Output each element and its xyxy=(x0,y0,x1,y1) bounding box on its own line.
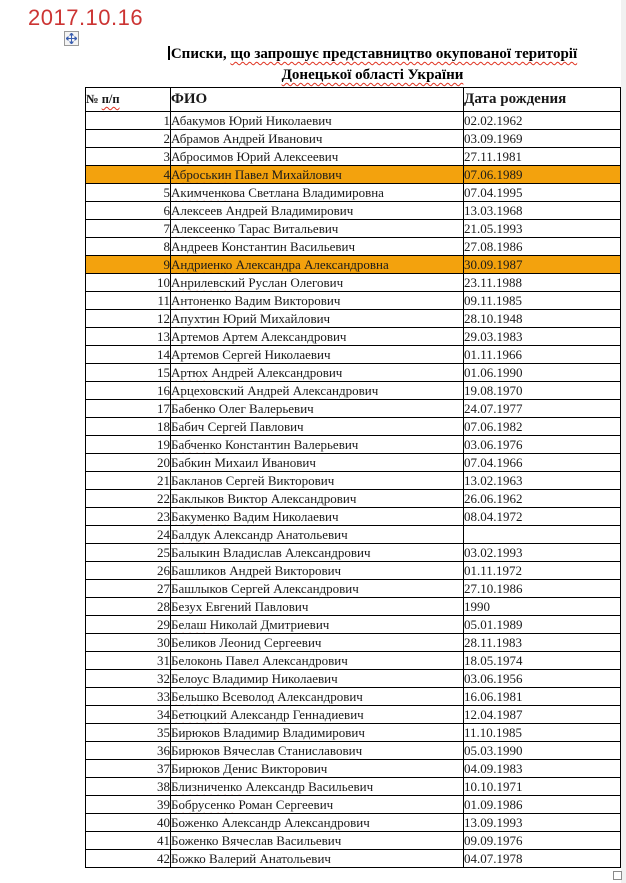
birth-date: 04.07.1978 xyxy=(464,850,621,868)
birth-date: 07.04.1995 xyxy=(464,184,621,202)
row-number: 27 xyxy=(86,580,171,598)
birth-date: 24.07.1977 xyxy=(464,400,621,418)
person-name: Боженко Александр Александрович xyxy=(171,814,464,832)
row-number: 10 xyxy=(86,274,171,292)
title-line1-lead: Списки, xyxy=(170,46,227,62)
row-number: 6 xyxy=(86,202,171,220)
birth-date: 1990 xyxy=(464,598,621,616)
table-row[interactable] xyxy=(86,526,621,544)
page-title xyxy=(105,44,626,86)
person-name: Абрамов Андрей Иванович xyxy=(171,130,464,148)
birth-date: 07.06.1989 xyxy=(464,166,621,184)
row-number: 28 xyxy=(86,598,171,616)
row-number: 3 xyxy=(86,148,171,166)
row-number: 12 xyxy=(86,310,171,328)
row-number: 29 xyxy=(86,616,171,634)
birth-date: 13.02.1963 xyxy=(464,472,621,490)
person-name: Башлыков Сергей Александрович xyxy=(171,580,464,598)
person-name: Бабенко Олег Валерьевич xyxy=(171,400,464,418)
row-number: 24 xyxy=(86,526,171,544)
row-number: 20 xyxy=(86,454,171,472)
table-row[interactable] xyxy=(86,490,621,508)
text-cursor xyxy=(168,46,170,60)
document-date: 2017.10.16 xyxy=(28,5,144,30)
person-name: Бакланов Сергей Викторович xyxy=(171,472,464,490)
person-name: Безух Евгений Павлович xyxy=(171,598,464,616)
title-line2: Донецької області України xyxy=(281,67,464,83)
person-name: Бирюков Вячеслав Станиславович xyxy=(171,742,464,760)
table-row[interactable] xyxy=(86,778,621,796)
table-row[interactable] xyxy=(86,166,621,184)
row-number: 16 xyxy=(86,382,171,400)
table-row[interactable] xyxy=(86,184,621,202)
person-name: Баклыков Виктор Александрович xyxy=(171,490,464,508)
birth-date: 03.09.1969 xyxy=(464,130,621,148)
person-name: Белаш Николай Дмитриевич xyxy=(171,616,464,634)
table-row[interactable] xyxy=(86,634,621,652)
table-row[interactable] xyxy=(86,274,621,292)
table-row[interactable] xyxy=(86,706,621,724)
table-row[interactable] xyxy=(86,724,621,742)
person-name: Бобрусенко Роман Сергеевич xyxy=(171,796,464,814)
person-name: Алексеев Андрей Владимирович xyxy=(171,202,464,220)
table-row[interactable] xyxy=(86,130,621,148)
row-number: 34 xyxy=(86,706,171,724)
birth-date: 03.06.1976 xyxy=(464,436,621,454)
birth-date: 01.11.1972 xyxy=(464,562,621,580)
row-number: 31 xyxy=(86,652,171,670)
birth-date: 01.11.1966 xyxy=(464,346,621,364)
birth-date: 03.06.1956 xyxy=(464,670,621,688)
row-number: 42 xyxy=(86,850,171,868)
table-row[interactable] xyxy=(86,508,621,526)
table-row[interactable] xyxy=(86,112,621,130)
birth-date: 30.09.1987 xyxy=(464,256,621,274)
table-row[interactable] xyxy=(86,796,621,814)
birth-date: 28.11.1983 xyxy=(464,634,621,652)
person-name: Апухтин Юрий Михайлович xyxy=(171,310,464,328)
table-row[interactable] xyxy=(86,652,621,670)
birth-date: 04.09.1983 xyxy=(464,760,621,778)
row-number: 8 xyxy=(86,238,171,256)
table-row[interactable] xyxy=(86,436,621,454)
person-name: Бабченко Константин Валерьевич xyxy=(171,436,464,454)
table-row[interactable] xyxy=(86,814,621,832)
title-line1-rest: що запрошує представництво окупованої території xyxy=(230,46,578,62)
row-number: 5 xyxy=(86,184,171,202)
table-move-handle-icon[interactable] xyxy=(64,31,79,46)
person-name: Артемов Артем Александрович xyxy=(171,328,464,346)
row-number: 7 xyxy=(86,220,171,238)
table-row[interactable] xyxy=(86,670,621,688)
birth-date: 05.03.1990 xyxy=(464,742,621,760)
person-name: Балдук Александр Анатольевич xyxy=(171,526,464,544)
row-number: 13 xyxy=(86,328,171,346)
row-number: 32 xyxy=(86,670,171,688)
birth-date: 01.09.1986 xyxy=(464,796,621,814)
row-number: 33 xyxy=(86,688,171,706)
row-number: 11 xyxy=(86,292,171,310)
person-name: Бирюков Владимир Владимирович xyxy=(171,724,464,742)
row-number: 40 xyxy=(86,814,171,832)
birth-date: 12.04.1987 xyxy=(464,706,621,724)
person-name: Бельшко Всеволод Александрович xyxy=(171,688,464,706)
birth-date: 13.09.1993 xyxy=(464,814,621,832)
person-name: Абакумов Юрий Николаевич xyxy=(171,112,464,130)
person-name: Арцеховский Андрей Александрович xyxy=(171,382,464,400)
row-number: 35 xyxy=(86,724,171,742)
row-number: 17 xyxy=(86,400,171,418)
person-name: Бабкин Михаил Иванович xyxy=(171,454,464,472)
birth-date: 29.03.1983 xyxy=(464,328,621,346)
birth-date: 27.10.1986 xyxy=(464,580,621,598)
table-row[interactable] xyxy=(86,148,621,166)
header-number: № п/п xyxy=(86,88,171,112)
table-row[interactable] xyxy=(86,382,621,400)
table-row[interactable] xyxy=(86,400,621,418)
table-row[interactable] xyxy=(86,832,621,850)
person-name: Андреев Константин Васильевич xyxy=(171,238,464,256)
person-name: Бирюков Денис Викторович xyxy=(171,760,464,778)
header-name: ФИО xyxy=(171,88,464,112)
row-number: 25 xyxy=(86,544,171,562)
birth-date: 01.06.1990 xyxy=(464,364,621,382)
row-number: 4 xyxy=(86,166,171,184)
table-header-row xyxy=(86,88,621,112)
birth-date: 05.01.1989 xyxy=(464,616,621,634)
table-resize-handle-icon[interactable] xyxy=(613,871,622,880)
person-name: Бакуменко Вадим Николаевич xyxy=(171,508,464,526)
row-number: 19 xyxy=(86,436,171,454)
table-row[interactable] xyxy=(86,328,621,346)
person-name: Боженко Вячеслав Васильевич xyxy=(171,832,464,850)
table-row[interactable] xyxy=(86,454,621,472)
row-number: 41 xyxy=(86,832,171,850)
table-row[interactable] xyxy=(86,238,621,256)
birth-date: 16.06.1981 xyxy=(464,688,621,706)
person-name: Акимченкова Светлана Владимировна xyxy=(171,184,464,202)
birth-date: 19.08.1970 xyxy=(464,382,621,400)
table-row[interactable] xyxy=(86,364,621,382)
row-number: 39 xyxy=(86,796,171,814)
row-number: 23 xyxy=(86,508,171,526)
row-number: 37 xyxy=(86,760,171,778)
birth-date: 27.11.1981 xyxy=(464,148,621,166)
table-row[interactable] xyxy=(86,220,621,238)
birth-date: 23.11.1988 xyxy=(464,274,621,292)
row-number: 15 xyxy=(86,364,171,382)
table-row[interactable] xyxy=(86,310,621,328)
table-row[interactable] xyxy=(86,616,621,634)
row-number: 30 xyxy=(86,634,171,652)
row-number: 18 xyxy=(86,418,171,436)
row-number: 1 xyxy=(86,112,171,130)
move-arrows-icon xyxy=(66,33,77,44)
row-number: 21 xyxy=(86,472,171,490)
table-row[interactable] xyxy=(86,346,621,364)
row-number: 9 xyxy=(86,256,171,274)
row-number: 14 xyxy=(86,346,171,364)
person-name: Антоненко Вадим Викторович xyxy=(171,292,464,310)
person-name: Башликов Андрей Викторович xyxy=(171,562,464,580)
birth-date: 03.02.1993 xyxy=(464,544,621,562)
row-number: 36 xyxy=(86,742,171,760)
table-row[interactable] xyxy=(86,760,621,778)
table-row[interactable] xyxy=(86,292,621,310)
person-name: Алексеенко Тарас Витальевич xyxy=(171,220,464,238)
person-name: Божко Валерий Анатольевич xyxy=(171,850,464,868)
birth-date: 27.08.1986 xyxy=(464,238,621,256)
person-name: Аброськин Павел Михайлович xyxy=(171,166,464,184)
birth-date: 28.10.1948 xyxy=(464,310,621,328)
birth-date: 07.06.1982 xyxy=(464,418,621,436)
person-name: Балыкин Владислав Александрович xyxy=(171,544,464,562)
person-name: Артемов Сергей Николаевич xyxy=(171,346,464,364)
table-row[interactable] xyxy=(86,850,621,868)
table-row[interactable] xyxy=(86,418,621,436)
row-number: 26 xyxy=(86,562,171,580)
people-table xyxy=(85,87,621,868)
birth-date: 07.04.1966 xyxy=(464,454,621,472)
person-name: Андриенко Александра Александровна xyxy=(171,256,464,274)
person-name: Абросимов Юрий Алексеевич xyxy=(171,148,464,166)
page-edge xyxy=(621,0,626,883)
table-row[interactable] xyxy=(86,580,621,598)
table-row[interactable] xyxy=(86,742,621,760)
person-name: Белоконь Павел Александрович xyxy=(171,652,464,670)
row-number: 22 xyxy=(86,490,171,508)
table-row[interactable] xyxy=(86,256,621,274)
header-birthdate: Дата рождения xyxy=(464,88,621,112)
person-name: Белоус Владимир Николаевич xyxy=(171,670,464,688)
birth-date: 09.09.1976 xyxy=(464,832,621,850)
birth-date: 09.11.1985 xyxy=(464,292,621,310)
table-row[interactable] xyxy=(86,472,621,490)
birth-date: 10.10.1971 xyxy=(464,778,621,796)
row-number: 2 xyxy=(86,130,171,148)
table-row[interactable] xyxy=(86,562,621,580)
person-name: Бетюцкий Александр Геннадиевич xyxy=(171,706,464,724)
birth-date: 18.05.1974 xyxy=(464,652,621,670)
birth-date: 08.04.1972 xyxy=(464,508,621,526)
person-name: Анрилевский Руслан Олегович xyxy=(171,274,464,292)
table-row[interactable] xyxy=(86,688,621,706)
birth-date: 21.05.1993 xyxy=(464,220,621,238)
birth-date: 13.03.1968 xyxy=(464,202,621,220)
person-name: Беликов Леонид Сергеевич xyxy=(171,634,464,652)
table-row[interactable] xyxy=(86,544,621,562)
birth-date: 11.10.1985 xyxy=(464,724,621,742)
table-body xyxy=(86,112,621,868)
birth-date: 26.06.1962 xyxy=(464,490,621,508)
table-row[interactable] xyxy=(86,598,621,616)
person-name: Бабич Сергей Павлович xyxy=(171,418,464,436)
row-number: 38 xyxy=(86,778,171,796)
birth-date xyxy=(464,526,621,544)
person-name: Близниченко Александр Васильевич xyxy=(171,778,464,796)
person-name: Артюх Андрей Александрович xyxy=(171,364,464,382)
birth-date: 02.02.1962 xyxy=(464,112,621,130)
table-row[interactable] xyxy=(86,202,621,220)
